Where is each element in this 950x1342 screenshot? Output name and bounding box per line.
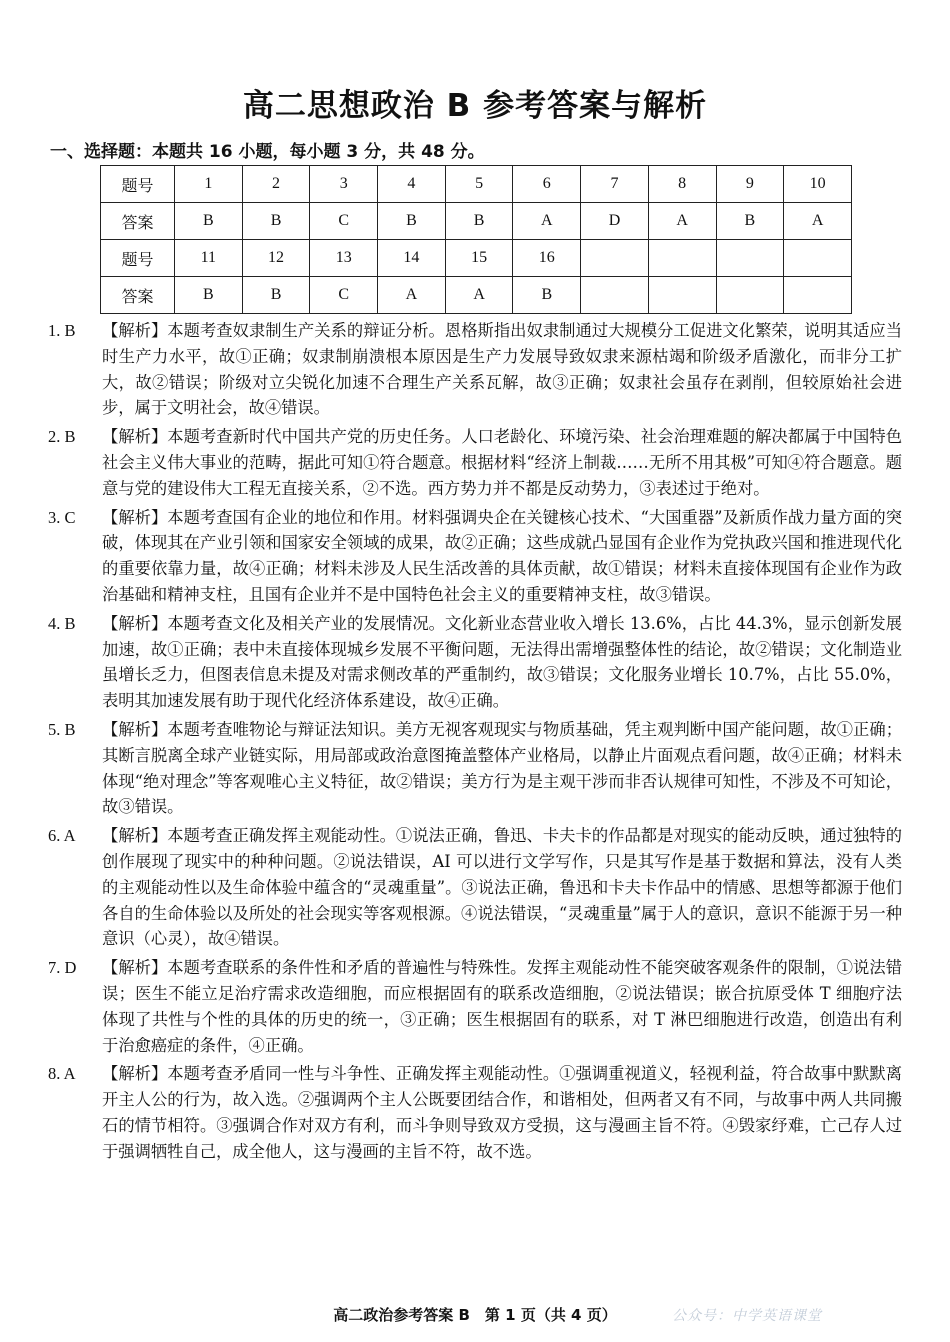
table-cell: 8 — [648, 166, 716, 203]
explanation-item — [48, 318, 902, 421]
table-cell — [784, 277, 852, 314]
table-row — [101, 277, 852, 314]
table-cell — [784, 240, 852, 277]
table-cell: A — [378, 277, 446, 314]
explanation-text: 【解析】本题考查文化及相关产业的发展情况。文化新业态营业收入增长 13.6%，占比 44.3%，显示创新发展加速，故①正确；表中未直接体现城乡发展不平衡问题，无法得出需增强整体性的结论，故②错误；文化制造业虽增长乏力，但图表信息未提及对需求侧改革的严重制约，故③错误；文化服务业增长 10.7%，占比 55.0%，表明其加速发展有助于现代化经济体系建设，故④正确。 — [102, 613, 902, 711]
table-cell — [648, 240, 716, 277]
table-cell: 4 — [378, 166, 446, 203]
table-cell — [716, 277, 784, 314]
row-header-cell: 题号 — [101, 240, 175, 277]
table-cell: B — [175, 277, 243, 314]
table-cell: D — [581, 203, 649, 240]
table-cell: B — [242, 203, 310, 240]
table-cell: A — [648, 203, 716, 240]
explanation-text: 【解析】本题考查唯物论与辩证法知识。美方无视客观现实与物质基础，凭主观判断中国产能问题，故①正确；其断言脱离全球产业链实际，用局部或政治意图掩盖整体产业格局，以静止片面观点看问题，故④正确；材料未体现“绝对理念”等客观唯心主义特征，故②错误；美方行为是主观干涉而非否认规律可知性，不涉及不可知论，故③错误。 — [102, 719, 902, 817]
explanation-text: 【解析】本题考查联系的条件性和矛盾的普遍性与特殊性。发挥主观能动性不能突破客观条件的限制，①说法错误；医生不能立足治疗需求改造细胞，而应根据固有的联系改造细胞，②说法错误；嵌合抗原受体 T 细胞疗法体现了共性与个性的具体的历史的统一，③正确；医生根据固有的联系，对 T 淋巴细胞进行改造，创造出有利于治愈癌症的条件，④正确。 — [102, 958, 902, 1055]
table-cell: 9 — [716, 166, 784, 203]
table-cell: B — [175, 203, 243, 240]
explanation-text: 【解析】本题考查正确发挥主观能动性。①说法正确，鲁迅、卡夫卡的作品都是对现实的能动反映，通过独特的创作展现了现实中的种种问题。②说法错误，AI 可以进行文学写作，只是其写作是基于数据和算法，没有人类的主观能动性以及生命体验中蕴含的“灵魂重量”。③说法正确，鲁迅和卡夫卡作品中的情感、思想等都源于他们各自的生命体验以及所处的社会现实等客观根源。④说法错误，“灵魂重量”属于人的意识，意识不能源于另一种意识（心灵），故④错误。 — [102, 826, 902, 949]
table-cell: C — [310, 277, 378, 314]
table-cell: 2 — [242, 166, 310, 203]
explanation-text: 【解析】本题考查新时代中国共产党的历史任务。人口老龄化、环境污染、社会治理难题的解决都属于中国特色社会主义伟大事业的范畴，据此可知①符合题意。根据材料“经济上制裁……无所不用其极”可知④符合题意。题意与党的建设伟大工程无直接关系，②不选。西方势力并不都是反动势力，③表述过于绝对。 — [102, 427, 902, 498]
table-row — [101, 166, 852, 203]
table-cell: 14 — [378, 240, 446, 277]
explanation-item — [48, 505, 902, 608]
table-cell: 3 — [310, 166, 378, 203]
row-header-cell: 题号 — [101, 166, 175, 203]
page-title: 高二思想政治 B 参考答案与解析 — [242, 88, 708, 124]
table-cell: A — [445, 277, 513, 314]
table-cell: 15 — [445, 240, 513, 277]
table-cell: B — [378, 203, 446, 240]
row-header-cell: 答案 — [101, 277, 175, 314]
table-cell — [648, 277, 716, 314]
explanation-item — [48, 424, 902, 501]
explanation-item — [48, 611, 902, 714]
question-number-answer: 1. B — [48, 321, 76, 340]
table-cell — [716, 240, 784, 277]
table-cell: 1 — [175, 166, 243, 203]
explanations — [48, 318, 902, 1168]
explanation-item — [48, 717, 902, 820]
question-number-answer: 5. B — [48, 719, 76, 739]
table-cell: A — [513, 203, 581, 240]
question-number-answer: 8. A — [48, 1064, 76, 1084]
question-number-answer: 7. D — [48, 958, 77, 978]
table-cell: C — [310, 203, 378, 240]
question-number-answer: 2. B — [48, 427, 76, 447]
table-cell: A — [784, 203, 852, 240]
explanation-item — [48, 823, 902, 952]
watermark: 公众号：中学英语课堂 — [672, 1308, 822, 1324]
table-cell: 7 — [581, 166, 649, 203]
explanation-item — [48, 1061, 902, 1164]
explanation-text: 【解析】本题考查矛盾同一性与斗争性、正确发挥主观能动性。①强调重视道义，轻视利益，符合故事中默默离开主人公的行为，故入选。②强调两个主人公既要团结合作，和谐相处，但两者又有不同，与故事中两人共同搬石的情节相符。③强调合作对双方有利，而斗争则导致双方受损，这与漫画主旨不符。④毁家纾难，亡己存人过于强调牺牲自己，成全他人，这与漫画的主旨不符，故不选。 — [102, 1064, 902, 1161]
table-cell: 6 — [513, 166, 581, 203]
table-cell — [581, 240, 649, 277]
page-footer: 高二政治参考答案 B 第 1 页（共 4 页） — [333, 1306, 617, 1324]
table-cell — [581, 277, 649, 314]
explanation-text: 【解析】本题考查国有企业的地位和作用。材料强调央企在关键核心技术、“大国重器”及新质作战力量方面的突破，体现其在产业引领和国家安全领域的成果，故②正确；这些成就凸显国有企业作为党执政兴国和推进现代化的重要依靠力量，故④正确；材料未涉及人民生活改善的具体贡献，故①错误；材料未直接体现国有企业作为政治基础和精神支柱，且国有企业并不是中国特色社会主义的重要精神支柱，故③错误。 — [102, 507, 902, 604]
question-number-answer: 6. A — [48, 826, 76, 846]
section-heading: 一、选择题：本题共 16 小题，每小题 3 分，共 48 分。 — [50, 142, 485, 162]
table-row — [101, 240, 852, 277]
explanation-text: 【解析】本题考查奴隶制生产关系的辩证分析。恩格斯指出奴隶制通过大规模分工促进文化繁荣，说明其适应当时生产力水平，故①正确；奴隶制崩溃根本原因是生产力发展导致奴隶来源枯竭和阶级矛盾激化，而非分工扩大，故②错误；阶级对立尖锐化加速不合理生产关系瓦解，故③正确；奴隶社会虽存在剥削，但较原始社会进步，属于文明社会，故④错误。 — [102, 321, 902, 418]
table-cell: 13 — [310, 240, 378, 277]
table-cell: 5 — [445, 166, 513, 203]
table-cell: B — [716, 203, 784, 240]
row-header-cell: 答案 — [101, 203, 175, 240]
question-number-answer: 4. B — [48, 613, 76, 633]
table-cell: B — [445, 203, 513, 240]
table-cell: 12 — [242, 240, 310, 277]
explanation-item — [48, 955, 902, 1058]
answer-table — [100, 165, 852, 314]
question-number-answer: 3. C — [48, 507, 76, 527]
table-cell: 10 — [784, 166, 852, 203]
table-cell: 16 — [513, 240, 581, 277]
table-cell: B — [513, 277, 581, 314]
table-row — [101, 203, 852, 240]
table-cell: B — [242, 277, 310, 314]
table-cell: 11 — [175, 240, 243, 277]
